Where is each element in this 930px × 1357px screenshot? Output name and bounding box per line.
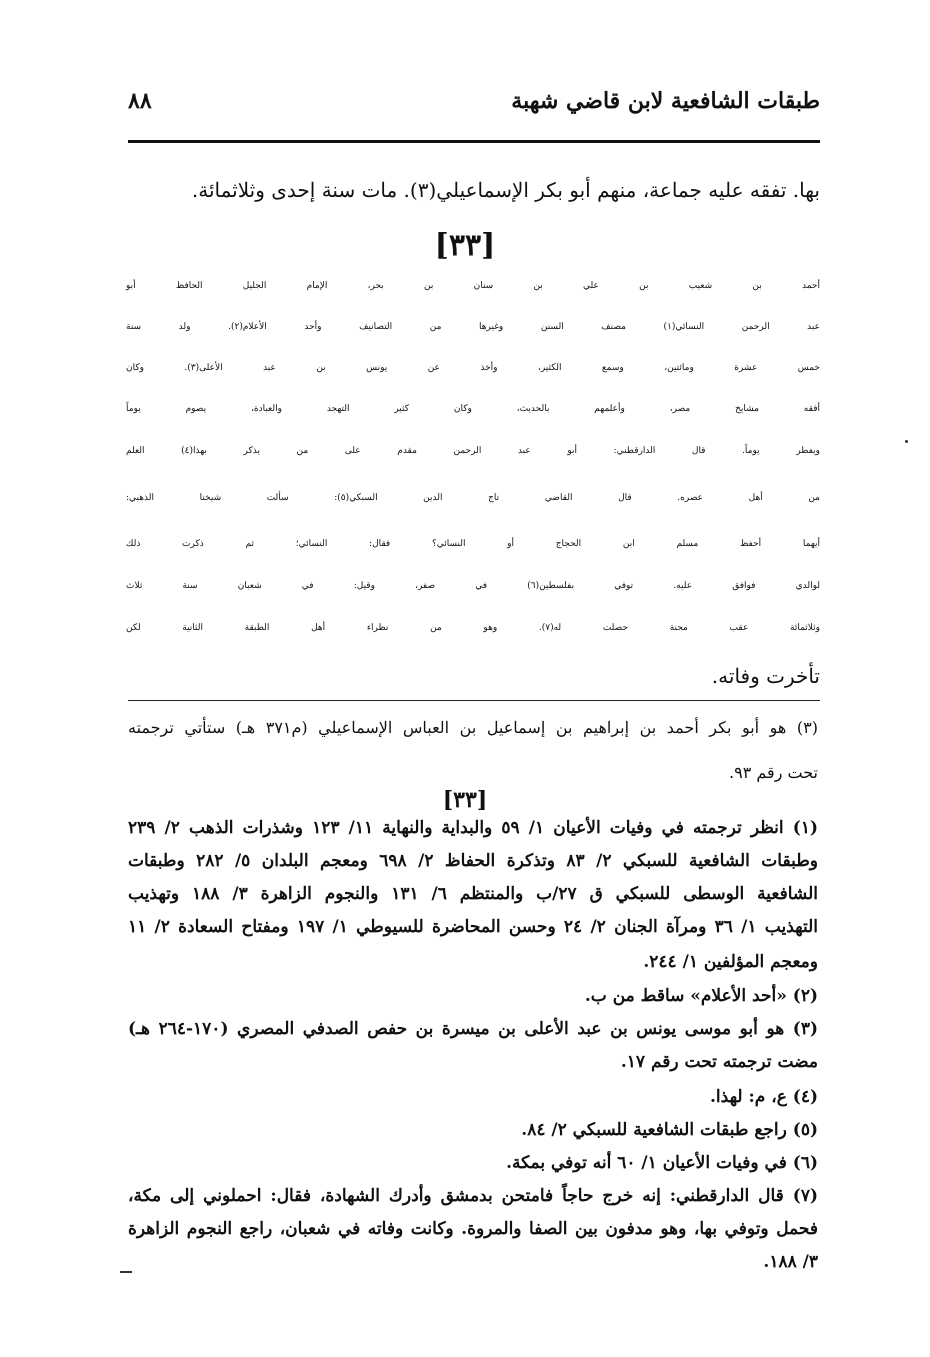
scan-speck xyxy=(120,1271,132,1273)
footnote-line: (٣) هو أبو موسى يونس بن عبد الأعلى بن ميسرة بن حفص الصدفي المصري (١٧٠-٢٦٤ هـ) xyxy=(128,1019,818,1039)
footnote-line: (٥) راجع طبقات الشافعية للسبكي ٢/ ٨٤. xyxy=(521,1120,818,1140)
footnote-line: تحت رقم ٩٣. xyxy=(729,763,818,782)
body-line: أيهما أحفظ مسلم ابن الحجاج أو النسائي؟ فقال: النسائي؛ ثم ذكرت ذلك xyxy=(126,539,820,549)
footnote-entry-number: [٣٣] xyxy=(442,787,488,813)
body-line: خمس عشرة ومائتين، وسمع الكثير، وأخذ عن يونس بن عبد الأعلى(٣). وكان xyxy=(126,363,820,373)
footnote-line: (٢) «أحد الأعلام» ساقط من ب. xyxy=(584,986,818,1006)
body-line: أحمد بن شعيب بن علي بن سنان بن بحر، الإمام الجليل الحافظ أبو xyxy=(126,281,820,291)
footnote-line: ومعجم المؤلفين ١/ ٢٤٤. xyxy=(643,952,818,972)
footnote-line: (٦) في وفيات الأعيان ١/ ٦٠ أنه توفي بمكة. xyxy=(506,1153,818,1173)
footnote-line: ٣/ ١٨٨. xyxy=(763,1252,818,1272)
footnote-separator xyxy=(128,700,820,701)
footnote-line: (٣) هو أبو بكر أحمد بن إبراهيم بن إسماعيل بن العباس الإسماعيلي (م٣٧١ هـ) ستأتي ترجمته xyxy=(128,718,818,737)
running-title: طبقات الشافعية لابن قاضي شهبة xyxy=(511,88,820,114)
body-line: عبد الرحمن النسائي(١) مصنف السنن وغيرها من التصانيف وأحد الأعلام(٢). ولد سنة xyxy=(126,322,820,332)
running-header xyxy=(128,84,820,134)
body-line: من أهل عصره. قال القاضي تاج الدين السبكي(٥): سألت شيخنا الذهبي: xyxy=(126,493,820,503)
footnote-line: (٧) قال الدارقطني: إنه خرج حاجاً فامتحن بدمشق وأدرك الشهادة، فقال: احملوني إلى مكة، xyxy=(128,1186,818,1206)
footnote-line: مضت ترجمته تحت رقم ١٧. xyxy=(620,1052,818,1072)
footnote-line: التهذيب ١/ ٣٦ ومرآة الجنان ٢/ ٢٤ وحسن المحاضرة للسيوطي ١/ ١٩٧ ومفتاح السعادة ٢/ ١١ xyxy=(128,917,818,937)
opening-line: بها. تفقه عليه جماعة، منهم أبو بكر الإسماعيلي(٣). مات سنة إحدى وثلاثمائة. xyxy=(191,178,820,202)
body-line: لوالدي فوافق عليه. توفي بفلسطين(٦) في صفر، وقيل: في شعبان سنة ثلاث xyxy=(126,581,820,591)
body-line: وثلاثمائة عقب محنة حصلت له(٧). وهو من نظراء أهل الطبقة الثانية لكن xyxy=(126,623,820,633)
footnote-line: وطبقات الشافعية للسبكي ٢/ ٨٣ وتذكرة الحفاظ ٢/ ٦٩٨ ومعجم البلدان ٥/ ٢٨٢ وطبقات xyxy=(128,851,818,871)
body-line: ويفطر يوماً. قال الدارقطني: أبو عبد الرحمن مقدم على من يذكر بهذا(٤) العلم xyxy=(126,446,820,456)
body-line: أفقه مشايخ مصر، وأعلمهم بالحديث، وكان كثير التهجد والعبادة، يصوم يوماً xyxy=(126,404,820,414)
header-rule xyxy=(128,140,820,143)
entry-number: [٣٣] xyxy=(434,228,496,263)
scan-speck xyxy=(905,440,908,443)
body-line: تأخرت وفاته. xyxy=(711,664,820,688)
footnote-line: (١) انظر ترجمته في وفيات الأعيان ١/ ٥٩ والبداية والنهاية ١١/ ١٢٣ وشذرات الذهب ٢/ ٢٣٩ xyxy=(128,818,818,838)
footnote-line: (٤) ع، م: لهذا. xyxy=(710,1087,818,1107)
page-number: ٨٨ xyxy=(128,88,152,114)
footnote-line: الشافعية الوسطى للسبكي ق ٢٧/ب والمنتظم ٦/ ١٣١ والنجوم الزاهرة ٣/ ١٨٨ وتهذيب xyxy=(128,884,818,904)
footnote-line: فحمل وتوفي بها، وهو مدفون بين الصفا والمروة. وكانت وفاته في شعبان، راجع النجوم الزاهرة xyxy=(128,1219,818,1239)
